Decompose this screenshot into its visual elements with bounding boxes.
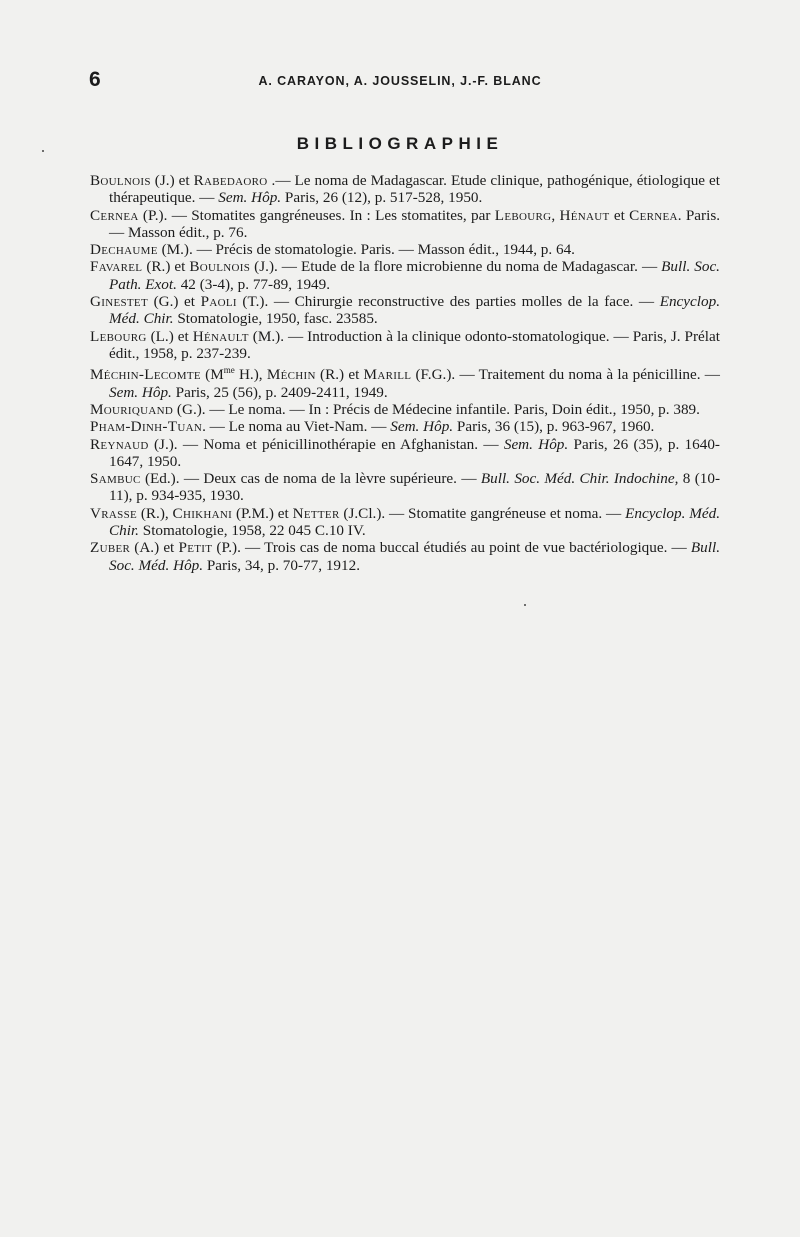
bibliography-entry (90, 258, 720, 293)
page-number: 6 (89, 68, 101, 91)
section-title: BIBLIOGRAPHIE (296, 134, 504, 153)
author: Favarel (90, 258, 143, 276)
author: Boulnois (189, 258, 251, 276)
entry-text: Paris, 26 (35), p. 1640-1647, 1950. (109, 435, 720, 470)
journal: Sem. Hôp. (390, 418, 454, 436)
entry-text: Stomatologie, 1950, fasc. 23585. (173, 310, 378, 328)
author: Lebourg (494, 206, 552, 224)
entry-text: Paris, 25 (56), p. 2409-2411, 1949. (171, 383, 388, 401)
author: Dechaume (90, 241, 158, 259)
author: Cernea (90, 206, 139, 224)
entry-text: (F.G.). — Traitement du noma à la pénicilline. — (411, 366, 720, 384)
entry-text: (J.Cl.). — Stomatite gangréneuse et noma. — (339, 504, 626, 522)
entry-text: (Ed.). — Deux cas de noma de la lèvre supérieure. — (140, 470, 481, 488)
entry-text: 8 (10-11), p. 934-935, 1930. (109, 470, 720, 505)
journal: Bull. Soc. Méd. Chir. Indochine, (480, 470, 679, 488)
bibliography-entry (90, 539, 720, 574)
journal: Sem. Hôp. (503, 435, 569, 453)
author: Méchin (266, 366, 316, 384)
entry-text: (L.) et (146, 327, 193, 345)
journal: Sem. Hôp. (218, 189, 282, 207)
entry-text: (G.). — Le noma. — In : Précis de Médecine infantile. Paris, Doin édit., 1950, p. 389. (173, 400, 700, 418)
entry-text: , (551, 206, 560, 224)
author: Hénault (192, 327, 249, 345)
journal: Encyclop. Méd. Chir. (109, 293, 720, 328)
entry-text: 42 (3-4), p. 77-89, 1949. (176, 275, 331, 293)
entry-text: (R.), (137, 504, 173, 522)
author: Lebourg (90, 327, 147, 345)
author: Boulnois (90, 172, 151, 189)
entry-text: Stomatologie, 1958, 22 045 C.10 IV. (138, 522, 366, 539)
author: Marill (363, 366, 412, 384)
entry-text: (J.). — Noma et pénicillinothérapie en Afghanistan. — (148, 435, 504, 453)
entry-text: (J.). — Etude de la flore microbienne du noma de Madagascar. — (250, 258, 662, 276)
entry-text: (G.) et (147, 293, 201, 311)
superscript: me (223, 365, 235, 376)
entry-text: (M.). — Précis de stomatologie. Paris. — Masson édit., 1944, p. 64. (157, 241, 575, 259)
bibliography-entry (90, 401, 720, 418)
entry-text: (M (200, 366, 224, 384)
journal: Sem. Hôp. (109, 383, 172, 401)
author: Rabedaoro (193, 172, 268, 189)
author: Chikhani (172, 504, 233, 522)
bibliography-entry (90, 328, 720, 363)
author: Sambuc (90, 470, 141, 488)
entry-text: (T.). — Chirurgie reconstructive des parties molles de la face. — (236, 293, 660, 311)
bibliography-entry (90, 172, 720, 207)
entry-text: (M.). — Introduction à la clinique odonto-stomatologique. — Paris, J. Prélat édit., 1958, p. 237-239. (109, 327, 720, 362)
bibliography-entry (90, 207, 720, 242)
scan-speck (524, 604, 526, 606)
entry-text: H.), (234, 366, 267, 384)
journal: Encyclop. Méd. Chir. (109, 504, 721, 539)
author: Reynaud (90, 435, 149, 453)
bibliography-entry (90, 505, 720, 540)
journal: Bull. Soc. Méd. Hôp. (109, 539, 721, 574)
scan-speck (42, 150, 44, 152)
bibliography-entry (90, 293, 720, 328)
author: Hénaut (559, 206, 610, 224)
entry-text: Paris, 26 (12), p. 517-528, 1950. (281, 189, 483, 207)
entry-text: (A.) et (130, 539, 179, 557)
entry-text: . — Le noma au Viet-Nam. — (202, 418, 391, 436)
bibliography-list (90, 172, 720, 574)
entry-text: Paris, 36 (15), p. 963-967, 1960. (453, 418, 655, 436)
bibliography-entry (90, 418, 720, 435)
bibliography-entry (90, 470, 720, 505)
entry-text: (J.) et (150, 172, 194, 189)
author: Cernea (629, 206, 678, 224)
entry-text: . Paris. — Masson édit., p. 76. (109, 206, 721, 241)
entry-text: (P.M.) et (232, 504, 293, 522)
journal: Bull. Soc. Path. Exot. (109, 258, 720, 293)
bibliography-entry (90, 436, 720, 471)
author: Netter (292, 504, 340, 522)
author: Pham-Dinh-Tuan (90, 418, 203, 436)
entry-text: Paris, 34, p. 70-77, 1912. (203, 556, 360, 574)
running-head: A. CARAYON, A. JOUSSELIN, J.-F. BLANC (258, 74, 542, 88)
author: Ginestet (90, 293, 148, 311)
author: Petit (178, 539, 213, 557)
entry-text: (P.). — Trois cas de noma buccal étudiés au point de vue bactériologique. — (212, 539, 691, 557)
author: Vrasse (90, 504, 138, 522)
bibliography-entry (90, 241, 720, 258)
bibliography-entry (90, 362, 720, 401)
author: Méchin-Lecomte (90, 366, 201, 384)
entry-text: (P.). — Stomatites gangréneuses. In : Les stomatites, par (138, 206, 495, 224)
author: Zuber (90, 539, 131, 557)
author: Paoli (200, 293, 237, 311)
entry-text: et (609, 206, 630, 224)
entry-text: (R.) et (142, 258, 190, 276)
entry-text: (R.) et (315, 366, 364, 384)
author: Mouriquand (90, 400, 174, 418)
entry-text: .— Le noma de Madagascar. Etude clinique, pathogénique, étiologique et thérapeutique. — (109, 172, 720, 207)
